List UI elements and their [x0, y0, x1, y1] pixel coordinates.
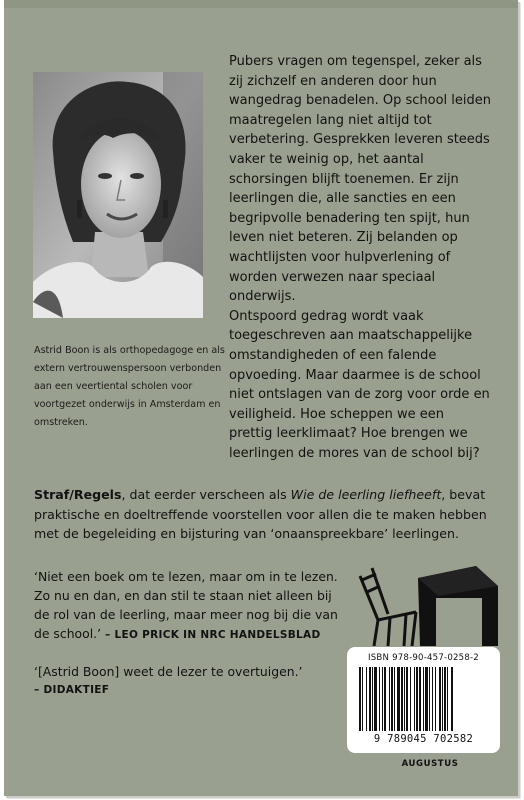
chair-and-desk-logo-icon	[358, 558, 498, 646]
barcode-box	[347, 647, 500, 753]
quote-2-text: ‘[Astrid Boon] weet de lezer te overtuigen.’	[34, 664, 303, 679]
book-title: Straf/Regels	[34, 487, 122, 502]
author-portrait-icon	[33, 72, 203, 318]
author-bio: Astrid Boon is als orthopedagoge en als extern vertrouwenspersoon verbonden aan een veertiental scholen voor voortgezet onderwijs in Amsterdam en omstreken.	[34, 345, 225, 428]
description-text	[229, 52, 491, 463]
review-quote-1	[34, 567, 344, 645]
quote-1-text: ‘Niet een boek om te lezen, maar om in te lezen. Zo nu en dan, en dan stil te staan niet alleen bij de rol van de leerling, maar meer nog bij die van de school.’	[34, 569, 338, 641]
quote-1-attribution: – LEO PRICK IN NRC HANDELSBLAD	[104, 629, 321, 641]
book-summary	[34, 485, 499, 544]
review-quote-2	[34, 662, 344, 700]
barcode-digits: 9 789045 702582	[373, 733, 474, 745]
description-paragraph-2: Ontspoord gedrag wordt vaak toegeschreven aan maatschappelijke omstandigheden of een falende opvoeding. Maar daarmee is de school niet ontslagen van de zorg voor orde en veiligheid. Hoe scheppen we een prettig leerklimaat? Hoe brengen we leerlingen de mores van de school bij?	[229, 308, 490, 461]
description-paragraph-1: Pubers vragen om tegenspel, zeker als zij zichzelf en anderen door hun wangedrag benadelen. Op school leiden maatregelen lang niet altijd tot verbetering. Gesprekken leveren steeds vaker te weinig op, het aantal schorsingen blijft toenemen. Er zijn leerlingen die, alle sancties en een begripvolle benadering ten spijt, hun leven niet beteren. Zij belanden op wachtlijsten voor hulpverlening of worden verwezen naar speciaal onderwijs.	[229, 54, 491, 305]
top-edge	[4, 0, 518, 8]
summary-part-1: , dat eerder verscheen als	[121, 487, 291, 502]
previous-title: Wie de leerling liefheeft	[290, 487, 442, 502]
barcode-icon	[359, 667, 488, 731]
publisher-name: AUGUSTUS	[401, 759, 459, 769]
quote-2-attribution: – DIDAKTIEF	[34, 684, 110, 696]
isbn-label: ISBN 978-90-457-0258-2	[368, 653, 479, 663]
author-photo	[33, 72, 203, 318]
summary-part-2: , bevat praktische en doeltreffende voorstellen voor allen die te maken hebben met de begeleiding en bijsturing van ‘onaanspreekbare’ leerlingen.	[34, 487, 487, 541]
